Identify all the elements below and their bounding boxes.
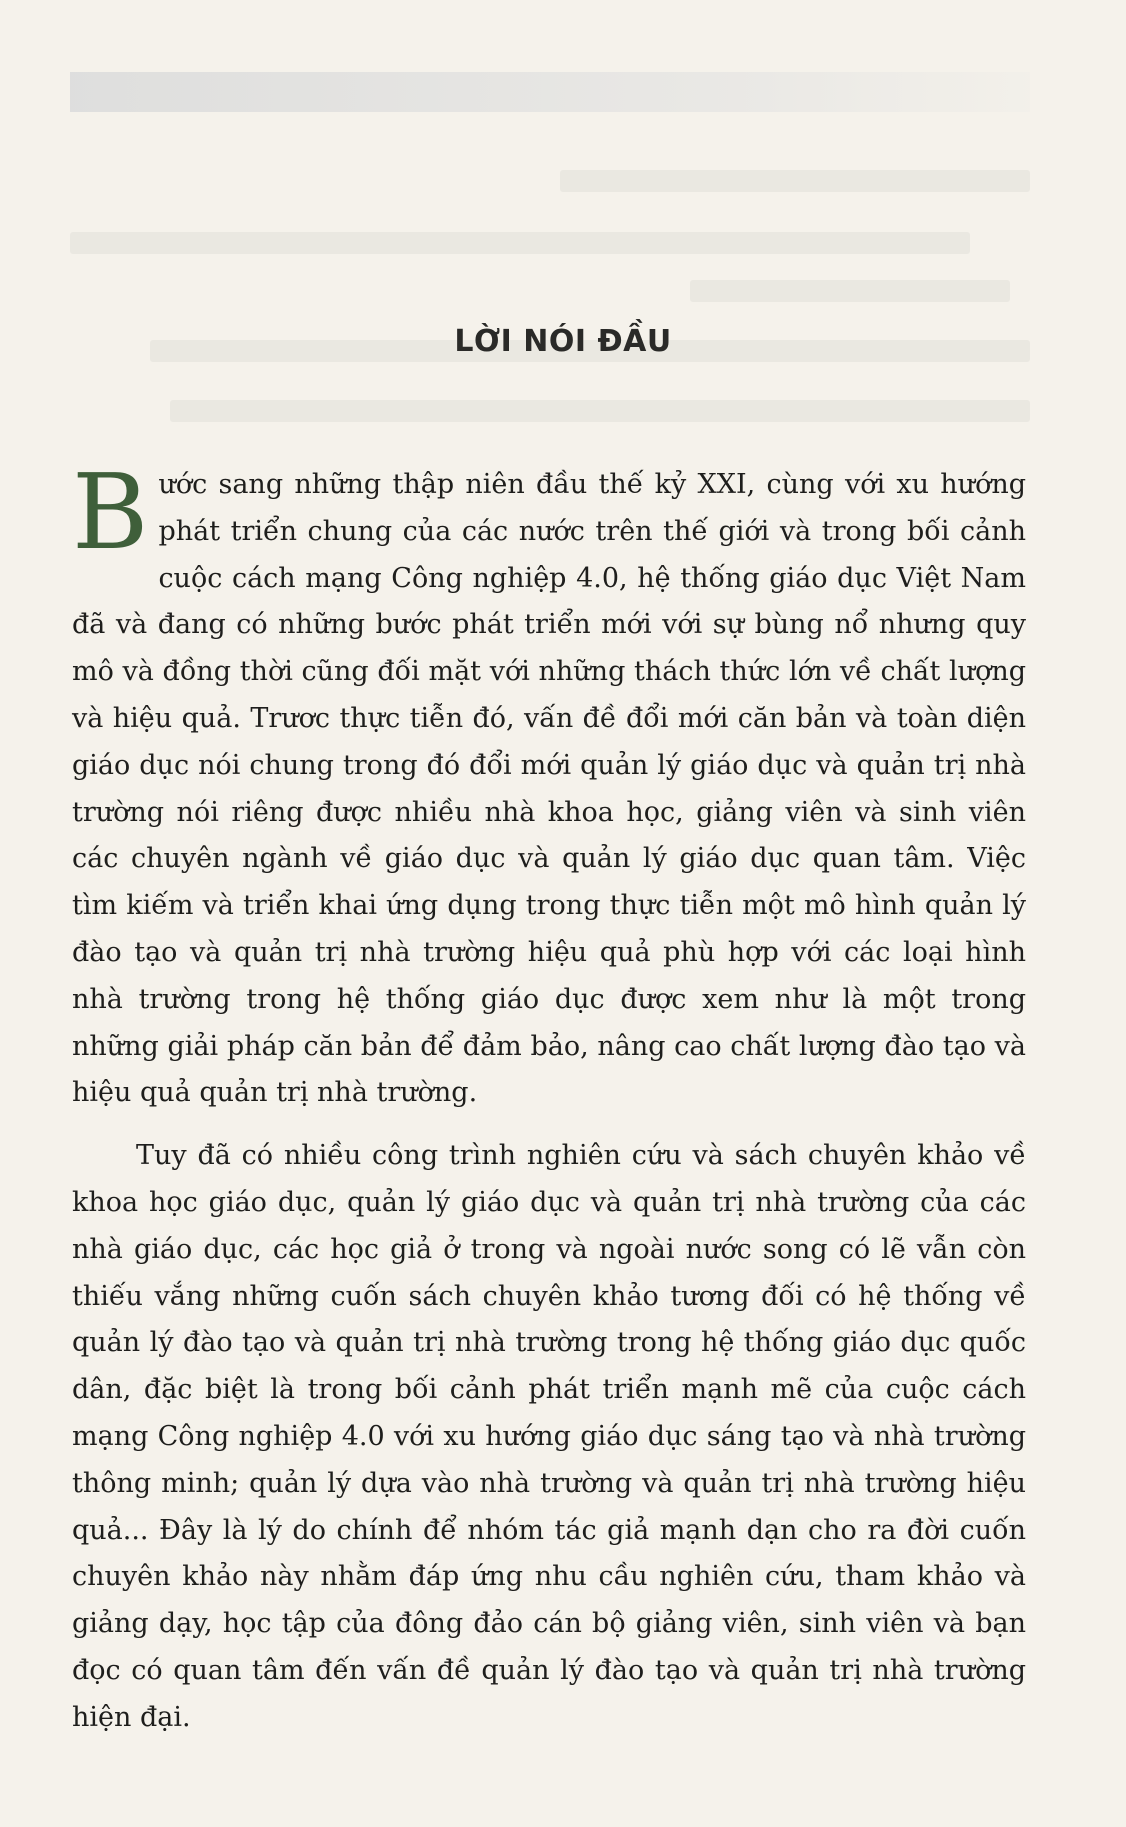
body-text <box>72 451 1026 1742</box>
drop-cap: B <box>72 451 149 573</box>
bleed-through-line <box>170 400 1030 422</box>
bleed-through-line <box>70 232 970 254</box>
bleed-through-line <box>560 170 1030 192</box>
bleed-through-header <box>70 72 1030 112</box>
paragraph-1-text: ước sang những thập niên đầu thế kỷ XXI, cùng với xu hướng phát triển chung của các nước trên thế giới và trong bối cảnh cuộc cách mạng Công nghiệp 4.0, hệ thống giáo dục Việt Nam đã và đang có những bước phát triển mới với sự bùng nổ nhưng quy mô và đồng thời cũng đối mặt với những thách thức lớn về chất lượng và hiệu quả. Trươc thực tiễn đó, vấn đề đổi mới căn bản và toàn diện giáo dục nói chung trong đó đổi mới quản lý giáo dục và quản trị nhà trường nói riêng được nhiều nhà khoa học, giảng viên và sinh viên các chuyên ngành về giáo dục và quản lý giáo dục quan tâm. Việc tìm kiếm và triển khai ứng dụng trong thực tiễn một mô hình quản lý đào tạo và quản trị nhà trường hiệu quả phù hợp với các loại hình nhà trường trong hệ thống giáo dục được xem như là một trong những giải pháp căn bản để đảm bảo, nâng cao chất lượng đào tạo và hiệu quả quản trị nhà trường. <box>72 469 1026 1109</box>
paragraph-1 <box>72 451 1026 1117</box>
paragraph-2: Tuy đã có nhiều công trình nghiên cứu và sách chuyên khảo về khoa học giáo dục, quản lý giáo dục và quản trị nhà trường của các nhà giáo dục, các học giả ở trong và ngoài nước song có lẽ vẫn còn thiếu vắng những cuốn sách chuyên khảo tương đối có hệ thống về quản lý đào tạo và quản trị nhà trường trong hệ thống giáo dục quốc dân, đặc biệt là trong bối cảnh phát triển mạnh mẽ của cuộc cách mạng Công nghiệp 4.0 với xu hướng giáo dục sáng tạo và nhà trường thông minh; quản lý dựa vào nhà trường và quản trị nhà trường hiệu quả... Đây là lý do chính để nhóm tác giả mạnh dạn cho ra đời cuốn chuyên khảo này nhằm đáp ứng nhu cầu nghiên cứu, tham khảo và giảng dạy, học tập của đông đảo cán bộ giảng viên, sinh viên và bạn đọc có quan tâm đến vấn đề quản lý đào tạo và quản trị nhà trường hiện đại. <box>72 1140 1026 1733</box>
bleed-through-line <box>690 280 1010 302</box>
page-title: LỜI NÓI ĐẦU <box>454 324 672 359</box>
